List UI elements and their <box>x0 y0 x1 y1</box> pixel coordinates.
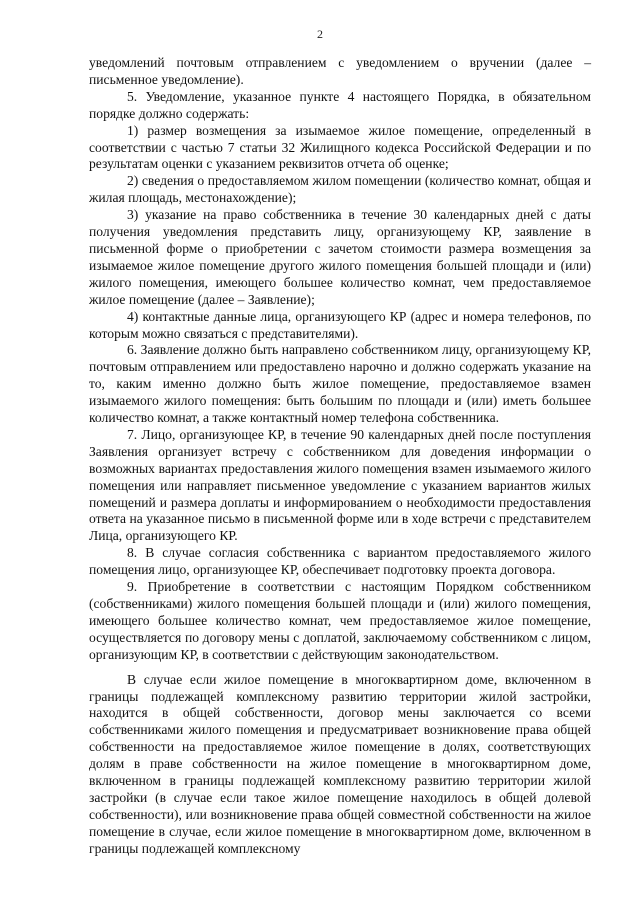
paragraph-item-5: 5. Уведомление, указанное пункте 4 настоящего Порядка, в обязательном порядке должно содержать: <box>89 88 591 121</box>
page-number: 2 <box>317 27 323 41</box>
paragraph-subitem-1: 1) размер возмещения за изымаемое жилое помещение, определенный в соответствии с частью 7 статьи 32 Жилищного кодекса Российской Федерации и по результатам оценки с указанием реквизитов отчета об оценке; <box>89 122 591 172</box>
paragraph-subitem-2: 2) сведения о предоставляемом жилом помещении (количество комнат, общая и жилая площадь, местонахождение); <box>89 173 591 206</box>
paragraph-subitem-4: 4) контактные данные лица, организующего КР (адрес и номера телефонов, по которым можно связаться с представителями). <box>89 308 591 341</box>
paragraph-subitem-3: 3) указание на право собственника в течение 30 календарных дней с даты получения уведомления представить лицу, организующему КР, заявление в письменной форме о приобретении с зачетом стоимости размера возмещения за изымаемое жилое помещение другого жилого помещения большей площади и (или) жилого помещения, имеющего большее количество комнат, чем предоставляемое жилое помещение (далее – Заявление); <box>89 207 591 307</box>
paragraph-item-6: 6. Заявление должно быть направлено собственником лицу, организующему КР, почтовым отправлением или предоставлено нарочно и должно содержать указание на то, каким именно должно быть жилое помещение, предоставляемое взамен изымаемого жилого помещения: быть большим по площади и (или) иметь большее количество комнат, а также контактный номер телефона собственника. <box>89 342 591 426</box>
paragraph-continuation: уведомлений почтовым отправлением с уведомлением о вручении (далее – письменное уведомление). <box>89 55 591 87</box>
paragraph-item-8: 8. В случае согласия собственника с вариантом предоставляемого жилого помещения лицо, организующее КР, обеспечивает подготовку проекта договора. <box>89 545 591 578</box>
paragraph-item-7: 7. Лицо, организующее КР, в течение 90 календарных дней после поступления Заявления организует встречу с собственником для доведения информации о возможных вариантах предоставления жилого помещения взамен изымаемого жилого помещения или направляет письменное уведомление с указанием вариантов жилых помещений и размера доплаты и информированием о необходимости предоставления ответа на указанное письмо в письменной форме или в ходе встречи с представителем Лица, организующего КР. <box>89 426 591 544</box>
paragraph-common-ownership: В случае если жилое помещение в многоквартирном доме, включенном в границы подлежащей комплексному развитию территории жилой застройки, находится в общей собственности, договор мены заключается со всеми собственниками жилого помещения и предусматривает возникновение права общей собственности на предоставляемое жилое помещение в долях, соответствующих долям в праве собственности на жилое помещение в многоквартирном доме, включенном в границы подлежащей комплексному развитию территории жилой застройки (в случае если такое жилое помещение находилось в общей долевой собственности), или возникновение права общей совместной собственности на жилое помещение в случае, если жилое помещение в многоквартирном доме, включенном в границы подлежащей комплексному <box>89 671 591 856</box>
paragraph-item-9: 9. Приобретение в соответствии с настоящим Порядком собственником (собственниками) жилого помещения большей площади и (или) жилого помещения, имеющего большее количество комнат, чем предоставляемое жилое помещение, осуществляется по договору мены с доплатой, заключаемому собственником с лицом, организующим КР, в соответствии с действующим законодательством. <box>89 579 591 662</box>
document-body <box>89 55 591 858</box>
